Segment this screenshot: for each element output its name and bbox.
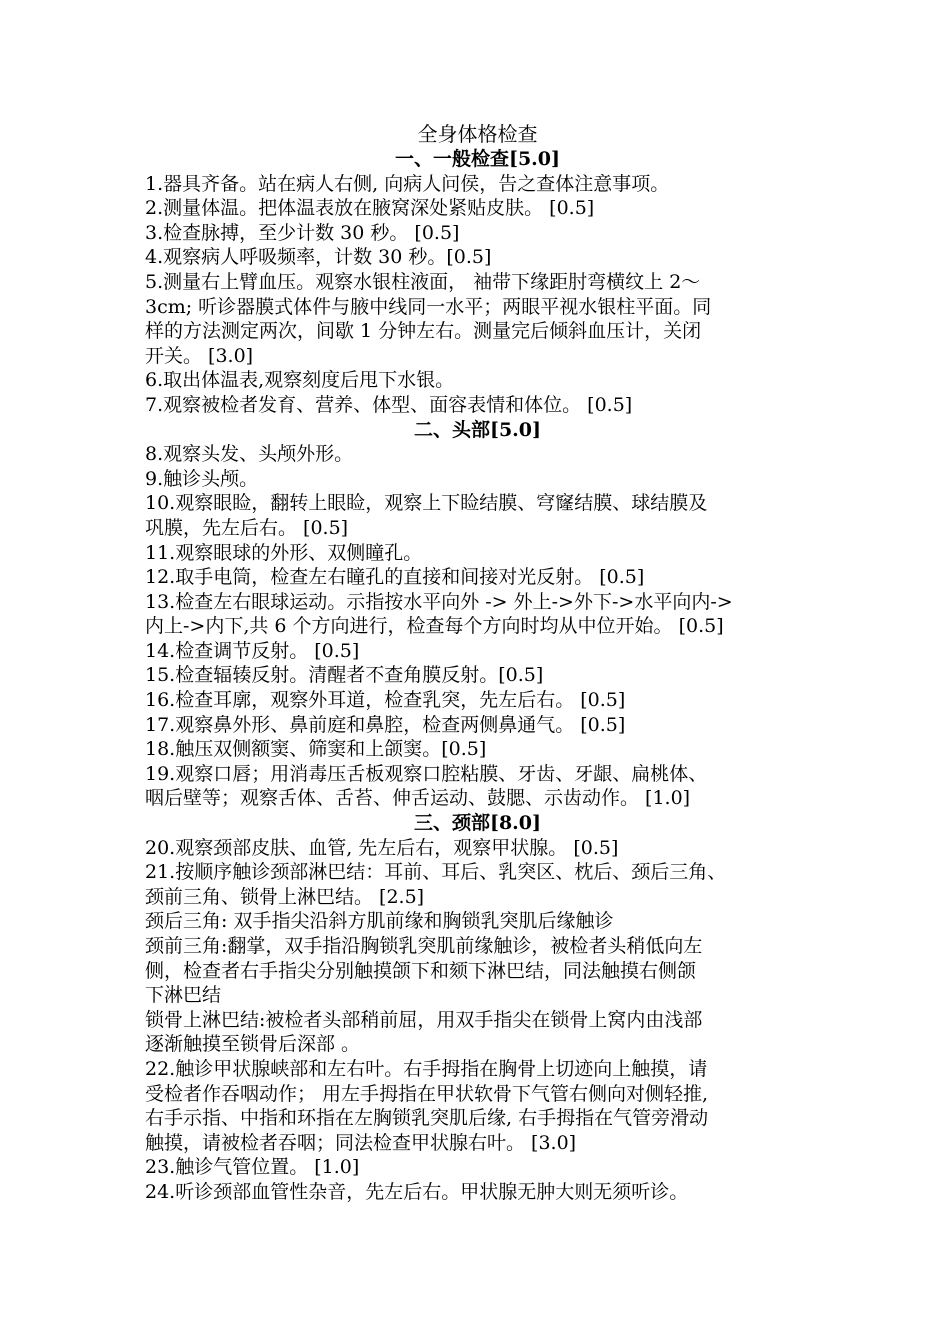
text-line: 5.测量右上臂血压。观察水银柱液面， 袖带下缘距肘弯横纹上 2～ bbox=[145, 270, 701, 293]
text-line: 内上->内下,共 6 个方向进行，检查每个方向时均从中位开始。 [0.5] bbox=[145, 615, 724, 638]
text-line: 2.测量体温。把体温表放在腋窝深处紧贴皮肤。 [0.5] bbox=[145, 197, 595, 220]
document-title: 全身体格检查 bbox=[417, 122, 538, 146]
text-line: 样的方法测定两次，间歇 1 分钟左右。测量完后倾斜血压计，关闭 bbox=[145, 320, 702, 343]
text-line: 7.观察被检者发育、营养、体型、面容表情和体位。 [0.5] bbox=[145, 393, 633, 416]
text-line: 咽后壁等；观察舌体、舌苔、伸舌运动、鼓腮、示齿动作。 [1.0] bbox=[145, 787, 691, 810]
text-line: 颈前三角:翻掌，双手指沿胸锁乳突肌前缘触诊，被检者头稍低向左 bbox=[145, 935, 703, 957]
text-line: 16.检查耳廓，观察外耳道，检查乳突，先左后右。 [0.5] bbox=[145, 689, 626, 712]
text-line: 8.观察头发、头颅外形。 bbox=[145, 443, 354, 466]
text-line: 12.取手电筒，检查左右瞳孔的直接和间接对光反射。 [0.5] bbox=[145, 566, 645, 589]
text-line: 触摸，请被检者吞咽；同法检查甲状腺右叶。 [3.0] bbox=[145, 1131, 577, 1154]
text-line: 9.触诊头颅。 bbox=[145, 467, 259, 490]
text-line: 18.触压双侧额窦、筛窦和上颌窦。[0.5] bbox=[145, 738, 487, 761]
text-line: 14.检查调节反射。 [0.5] bbox=[145, 639, 360, 662]
text-line: 3.检查脉搏，至少计数 30 秒。 [0.5] bbox=[145, 221, 460, 244]
text-line: 右手示指、中指和环指在左胸锁乳突肌后缘, 右手拇指在气管旁滑动 bbox=[145, 1107, 709, 1130]
text-line: 10.观察眼睑，翻转上眼睑，观察上下睑结膜、穹窿结膜、球结膜及 bbox=[145, 492, 708, 515]
text-line: 1.器具齐备。站在病人右侧, 向病人问侯，告之查体注意事项。 bbox=[145, 172, 670, 195]
text-line: 颈前三角、锁骨上淋巴结。 [2.5] bbox=[145, 885, 425, 908]
text-line: 6.取出体温表,观察刻度后甩下水银。 bbox=[145, 369, 455, 392]
text-line: 巩膜，先左后右。 [0.5] bbox=[145, 516, 349, 539]
section-general-exam bbox=[145, 147, 810, 418]
text-line: 下淋巴结 bbox=[145, 984, 222, 1007]
text-line: 20.观察颈部皮肤、血管, 先左后右，观察甲状腺。 [0.5] bbox=[145, 836, 619, 859]
text-line: 开关。 [3.0] bbox=[145, 344, 254, 367]
text-line: 24.听诊颈部血管性杂音，先左后右。甲状腺无肿大则无须听诊。 bbox=[145, 1180, 689, 1203]
text-line: 13.检查左右眼球运动。示指按水平向外 -> 外上->外下->水平向内-> bbox=[145, 590, 733, 613]
section-heading: 一、一般检查[5.0] bbox=[394, 148, 561, 170]
text-line: 23.触诊气管位置。 [1.0] bbox=[145, 1156, 360, 1179]
text-line: 逐渐触摸至锁骨后深部 。 bbox=[145, 1033, 361, 1056]
text-line: 3cm; 听诊器膜式体件与腋中线同一水平；两眼平视水银柱平面。同 bbox=[145, 295, 712, 318]
text-line: 锁骨上淋巴结:被检者头部稍前屈，用双手指尖在锁骨上窝内由浅部 bbox=[145, 1008, 703, 1031]
text-line: 受检者作吞咽动作； 用左手拇指在甲状软骨下气管右侧向对侧轻推, bbox=[145, 1082, 709, 1105]
text-line: 22.触诊甲状腺峡部和左右叶。右手拇指在胸骨上切迹向上触摸，请 bbox=[145, 1057, 708, 1080]
section-head bbox=[145, 418, 810, 812]
text-line: 侧，检查者右手指尖分别触摸颌下和颏下淋巴结，同法触摸右侧颌 bbox=[145, 959, 697, 982]
text-line: 11.观察眼球的外形、双侧瞳孔。 bbox=[145, 541, 423, 564]
text-line: 颈后三角: 双手指尖沿斜方肌前缘和胸锁乳突肌后缘触诊 bbox=[145, 910, 614, 933]
section-heading: 二、头部[5.0] bbox=[413, 418, 542, 441]
section-heading: 三、颈部[8.0] bbox=[413, 812, 542, 835]
text-line: 19.观察口唇；用消毒压舌板观察口腔粘膜、牙齿、牙龈、扁桃体、 bbox=[145, 762, 708, 785]
text-line: 4.观察病人呼吸频率，计数 30 秒。[0.5] bbox=[145, 246, 492, 269]
text-line: 21.按顺序触诊颈部淋巴结：耳前、耳后、乳突区、枕后、颈后三角、 bbox=[145, 861, 727, 884]
text-line: 15.检查辐辏反射。清醒者不查角膜反射。[0.5] bbox=[145, 664, 544, 687]
text-line: 17.观察鼻外形、鼻前庭和鼻腔，检查两侧鼻通气。 [0.5] bbox=[145, 713, 626, 736]
document-page bbox=[145, 122, 810, 1205]
section-neck bbox=[145, 811, 810, 1205]
